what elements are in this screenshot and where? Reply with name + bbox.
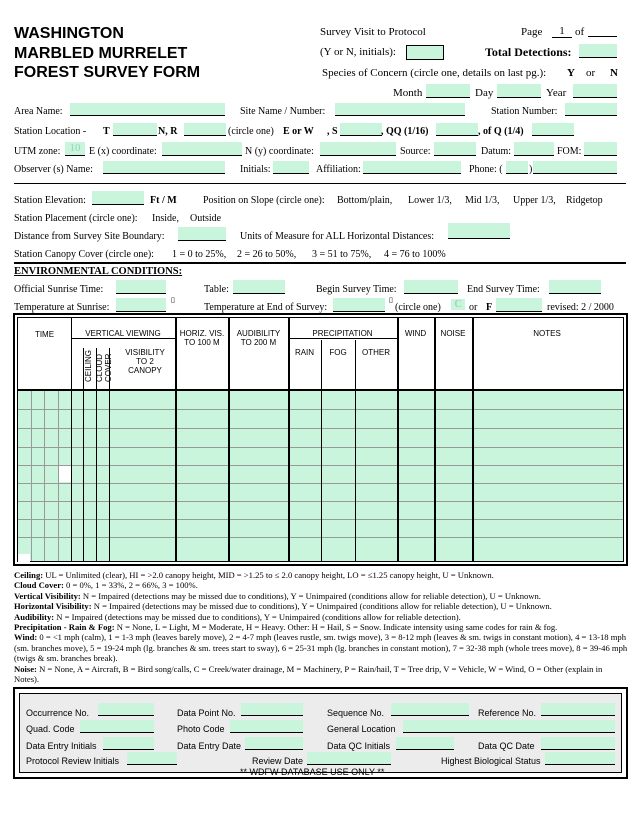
legend-precip-key: Precipitation - Rain & Fog: <box>14 622 115 633</box>
canopy-option-2[interactable]: 2 = 26 to 50%, <box>237 249 297 260</box>
title-line-1: WASHINGTON <box>14 25 124 42</box>
fahrenheit-option[interactable]: F <box>486 302 493 313</box>
qc-initials-field[interactable] <box>396 737 454 750</box>
page-number-field[interactable]: 1 <box>552 25 572 38</box>
range-label: N, R <box>158 126 178 137</box>
col-other: OTHER <box>362 348 390 357</box>
legend-wind-text: 0 = <1 mph (calm), 1 = 1-3 mph (leaves barely move), 2 = 4-7 mph (leaves rustle, sm. twigs move), 3 = 8-12 mph (leaves & sm. twigs in constant motion), 4 = 13-18 mph (sm. branches move), 5 = 19-24 mph (lg. branches & sm. trees start to sway), 6 = 25-31 mph (lg. branches in constant motion), 7 = 32-38 mph (whole trees move), 8 = 39-46 mph (twigs & sm. branches break). <box>14 632 628 664</box>
col-audibility: AUDIBILITY TO 200 M <box>236 329 281 347</box>
month-field[interactable] <box>426 84 470 98</box>
degree-icon-1: ▯ <box>171 296 175 304</box>
entry-initials-label: Data Entry Initials <box>26 741 97 751</box>
form-title <box>14 24 200 83</box>
units-field[interactable] <box>448 223 510 239</box>
day-label: Day <box>475 87 494 99</box>
protocol-review-label: Protocol Review Initials <box>26 756 120 766</box>
database-inner <box>19 693 622 777</box>
highest-status-label: Highest Biological Status <box>441 756 541 766</box>
legend-noise-key: Noise: <box>14 663 37 674</box>
initials-label: Initials: <box>240 164 271 175</box>
fom-label: FOM: <box>557 146 582 157</box>
source-field[interactable] <box>434 142 476 156</box>
total-detections-label: Total Detections: <box>485 45 572 59</box>
col-line <box>175 318 177 561</box>
phone-area-code-field[interactable] <box>506 161 528 174</box>
blank-cell <box>59 466 71 482</box>
col-line <box>71 318 72 561</box>
legend-ceiling-key: Ceiling: <box>14 570 44 580</box>
legend-cloud-key: Cloud Cover: <box>14 580 64 591</box>
celsius-option[interactable]: C <box>451 299 465 310</box>
species-concern-or: or <box>586 67 596 79</box>
blank-cell <box>18 554 30 564</box>
col-noise: NOISE <box>440 329 466 338</box>
protocol-review-field[interactable] <box>127 752 177 765</box>
time-subcol <box>44 391 45 561</box>
temp-unit-circle-label: (circle one) <box>395 302 441 313</box>
entry-date-field[interactable] <box>245 737 303 750</box>
slope-upper[interactable]: Upper 1/3, <box>513 195 556 206</box>
col-line <box>228 318 230 561</box>
station-number-field[interactable] <box>565 103 617 116</box>
township-label: T <box>103 126 110 137</box>
q-label: , of Q (1/4) <box>478 126 524 137</box>
placement-outside[interactable]: Outside <box>190 213 222 224</box>
temp-end-field[interactable] <box>333 298 385 312</box>
col-notes: NOTES <box>533 329 561 338</box>
source-label: Source: <box>400 146 431 157</box>
col-fog: FOG <box>329 348 347 357</box>
table-field[interactable] <box>233 280 285 294</box>
unit-or: or <box>469 302 478 313</box>
protocol-initials-field[interactable] <box>406 45 444 60</box>
legend-precip-text: N = None, L = Light, M = Moderate, H = Heavy. Other: H = Hail, S = Snow. Indicate intensity using same codes for rain & fog. <box>114 622 558 633</box>
temp-sunrise-field[interactable] <box>116 298 166 312</box>
utm-zone-label: UTM zone: <box>14 146 61 157</box>
begin-time-field[interactable] <box>404 280 458 294</box>
vertical-viewing-underline <box>71 338 175 339</box>
slope-label: Position on Slope (circle one): <box>203 195 325 206</box>
n-coordinate-field[interactable] <box>320 142 396 156</box>
qc-date-field[interactable] <box>541 737 615 750</box>
qc-initials-label: Data QC Initials <box>327 741 391 751</box>
observers-field[interactable] <box>103 161 225 174</box>
general-location-field[interactable] <box>403 720 615 733</box>
fom-field[interactable] <box>584 142 617 156</box>
section-field[interactable] <box>340 123 382 136</box>
time-subcol <box>31 391 32 561</box>
occurrence-field[interactable] <box>98 703 154 716</box>
year-label: Year <box>546 87 567 99</box>
distance-label: Distance from Survey Site Boundary: <box>14 231 165 242</box>
phone-number-field[interactable] <box>533 161 617 174</box>
section-divider-2 <box>14 262 626 264</box>
of-label: of <box>575 26 585 38</box>
site-name-label: Site Name / Number: <box>240 106 326 117</box>
temp-sunrise-label: Temperature at Sunrise: <box>14 302 110 313</box>
legend-audibility-key: Audibility: <box>14 611 55 622</box>
temp-unit-field[interactable] <box>496 298 542 312</box>
slope-lower[interactable]: Lower 1/3, <box>408 195 452 206</box>
reference-label: Reference No. <box>478 708 537 718</box>
data-point-label: Data Point No. <box>177 708 236 718</box>
month-label: Month <box>393 87 423 99</box>
initials-field[interactable] <box>273 161 309 174</box>
col-time: TIME <box>34 330 55 339</box>
col-line <box>397 318 399 561</box>
col-line <box>355 340 356 561</box>
yn-initials-label: (Y or N, initials): <box>320 46 396 58</box>
observers-label: Observer (s) Name: <box>14 164 93 175</box>
col-precipitation: PRECIPITATION <box>312 329 373 338</box>
env-heading: ENVIRONMENTAL CONDITIONS: <box>14 266 183 277</box>
species-concern-label: Species of Concern (circle one, details on last pg.): <box>322 67 547 79</box>
col-visibility: VISIBILITY TO 2 CANOPY <box>125 348 165 375</box>
area-name-label: Area Name: <box>14 106 63 117</box>
datum-label: Datum: <box>481 146 511 157</box>
end-time-field[interactable] <box>549 280 601 294</box>
n-coordinate-label: N (y) coordinate: <box>245 146 314 157</box>
col-line <box>434 318 436 561</box>
occurrence-label: Occurrence No. <box>26 708 90 718</box>
legend-horizontal-text: N = Impaired (detections may be missed due to conditions), Y = Unimpaired (conditions allow for reliable detection), U = Unknown. <box>91 601 552 612</box>
affiliation-field[interactable] <box>363 161 461 174</box>
elevation-label: Station Elevation: <box>14 195 86 206</box>
end-time-label: End Survey Time: <box>467 284 540 295</box>
quad-code-field[interactable] <box>80 720 154 733</box>
title-line-2: MARBLED MURRELET <box>14 44 188 62</box>
phone-label: Phone: ( <box>469 164 503 175</box>
canopy-label: Station Canopy Cover (circle one): <box>14 249 154 260</box>
station-location-label: Station Location - <box>14 126 87 137</box>
legend-vertical-text: N = Impaired (detections may be missed due to conditions), Y = Unimpaired (conditions allow for reliable detection), U = Unknown. <box>80 590 541 601</box>
placement-inside[interactable]: Inside, <box>152 213 179 224</box>
ew-options[interactable]: E or W <box>283 126 314 137</box>
affiliation-label: Affiliation: <box>316 164 361 175</box>
qc-date-label: Data QC Date <box>478 741 535 751</box>
qq-field[interactable] <box>436 123 478 136</box>
review-date-field[interactable] <box>307 752 391 765</box>
e-coordinate-label: E (x) coordinate: <box>89 146 157 157</box>
legend-horizontal-key: Horizontal Visibility: <box>14 601 92 612</box>
units-label: Units of Measure for ALL Horizontal Distances: <box>240 231 435 242</box>
township-field[interactable] <box>113 123 157 136</box>
e-coordinate-field[interactable] <box>162 142 242 156</box>
section-label: , S <box>327 126 338 137</box>
day-field[interactable] <box>497 84 541 98</box>
survey-table-inner <box>17 317 624 562</box>
col-wind: WIND <box>404 329 427 338</box>
species-concern-y[interactable]: Y <box>567 67 575 79</box>
ew-circle-label: (circle one) <box>228 126 274 137</box>
legend-ceiling-text: UL = Unlimited (clear), HI = >2.0 canopy height, MID = >1.25 to ≤ 2.0 canopy height, LO = ≤1.25 canopy height, U = Unknown. <box>43 570 494 580</box>
distance-field[interactable] <box>178 227 226 241</box>
sequence-label: Sequence No. <box>327 708 385 718</box>
canopy-option-3[interactable]: 3 = 51 to 75%, <box>312 249 372 260</box>
phone-close-paren: ) <box>529 164 533 175</box>
precipitation-underline <box>288 338 397 339</box>
database-box <box>13 687 628 779</box>
utm-zone-field[interactable]: 10 <box>65 142 85 156</box>
year-field[interactable] <box>573 84 617 98</box>
photo-code-label: Photo Code <box>177 724 225 734</box>
review-date-label: Review Date <box>252 756 304 766</box>
reference-field[interactable] <box>541 703 615 716</box>
code-legend <box>14 570 628 684</box>
col-line <box>321 340 322 561</box>
legend-vertical-key: Vertical Visibility: <box>14 590 81 601</box>
site-name-field[interactable] <box>335 103 465 116</box>
page-label: Page <box>521 26 543 38</box>
slope-mid[interactable]: Mid 1/3, <box>465 195 500 206</box>
species-concern-n[interactable]: N <box>610 67 618 79</box>
entry-date-label: Data Entry Date <box>177 741 242 751</box>
photo-code-field[interactable] <box>230 720 303 733</box>
q-field[interactable] <box>532 123 574 136</box>
begin-time-label: Begin Survey Time: <box>316 284 397 295</box>
survey-table <box>13 313 628 566</box>
section-divider-1 <box>14 183 626 184</box>
col-rain: RAIN <box>294 348 315 357</box>
slope-ridgetop[interactable]: Ridgetop <box>566 195 603 206</box>
revised-date: revised: 2 / 2000 <box>547 302 614 313</box>
slope-bottom[interactable]: Bottom/plain, <box>337 195 393 206</box>
col-horiz-vis: HORIZ. VIS. TO 100 M <box>179 329 225 347</box>
station-number-label: Station Number: <box>491 106 558 117</box>
legend-audibility-text: N = Impaired (detections may be missed due to conditions), Y = Unimpaired (conditions allow for reliable detection). <box>54 611 461 622</box>
total-detections-field[interactable] <box>579 44 617 58</box>
datum-field[interactable] <box>514 142 554 156</box>
entry-initials-field[interactable] <box>103 737 154 750</box>
range-field[interactable] <box>184 123 226 136</box>
general-location-label: General Location <box>327 724 396 734</box>
data-point-field[interactable] <box>241 703 303 716</box>
sunrise-label: Official Sunrise Time: <box>14 284 104 295</box>
legend-cloud-text: 0 = 0%, 1 = 33%, 2 = 66%, 3 = 100%. <box>63 580 198 591</box>
title-line-3: FOREST SURVEY FORM <box>14 64 201 81</box>
quad-code-label: Quad. Code <box>26 724 75 734</box>
legend-wind-key: Wind: <box>14 632 38 643</box>
sequence-field[interactable] <box>391 703 469 716</box>
col-vertical-viewing: VERTICAL VIEWING <box>85 329 161 338</box>
degree-icon-2: ▯ <box>389 296 393 304</box>
elevation-field[interactable] <box>92 191 144 205</box>
qq-label: , QQ (1/16) <box>381 126 429 137</box>
sunrise-field[interactable] <box>116 280 166 294</box>
table-label: Table: <box>204 284 229 295</box>
page-total-field[interactable] <box>588 24 617 37</box>
legend-noise-text: N = None, A = Aircraft, B = Bird song/calls, C = Creek/water drainage, M = Machinery, P = Rain/hail, T = Tree drip, V = Vehicle, W = Wind, O = Other (explain in Notes). <box>14 663 603 685</box>
canopy-option-4[interactable]: 4 = 76 to 100% <box>384 249 446 260</box>
col-ceiling: CEILING <box>84 349 93 382</box>
col-cloud-cover: CLOUD COVER <box>95 353 113 382</box>
col-line <box>472 318 474 561</box>
wdfw-note: ** WDFW DATABASE USE ONLY ** <box>240 767 385 777</box>
highest-status-field[interactable] <box>545 752 615 765</box>
area-name-field[interactable] <box>70 103 225 116</box>
temp-end-label: Temperature at End of Survey: <box>204 302 328 313</box>
survey-visit-label: Survey Visit to Protocol <box>320 26 426 38</box>
placement-label: Station Placement (circle one): <box>14 213 138 224</box>
ft-m-options[interactable]: Ft / M <box>150 195 177 206</box>
canopy-option-1[interactable]: 1 = 0 to 25%, <box>172 249 227 260</box>
